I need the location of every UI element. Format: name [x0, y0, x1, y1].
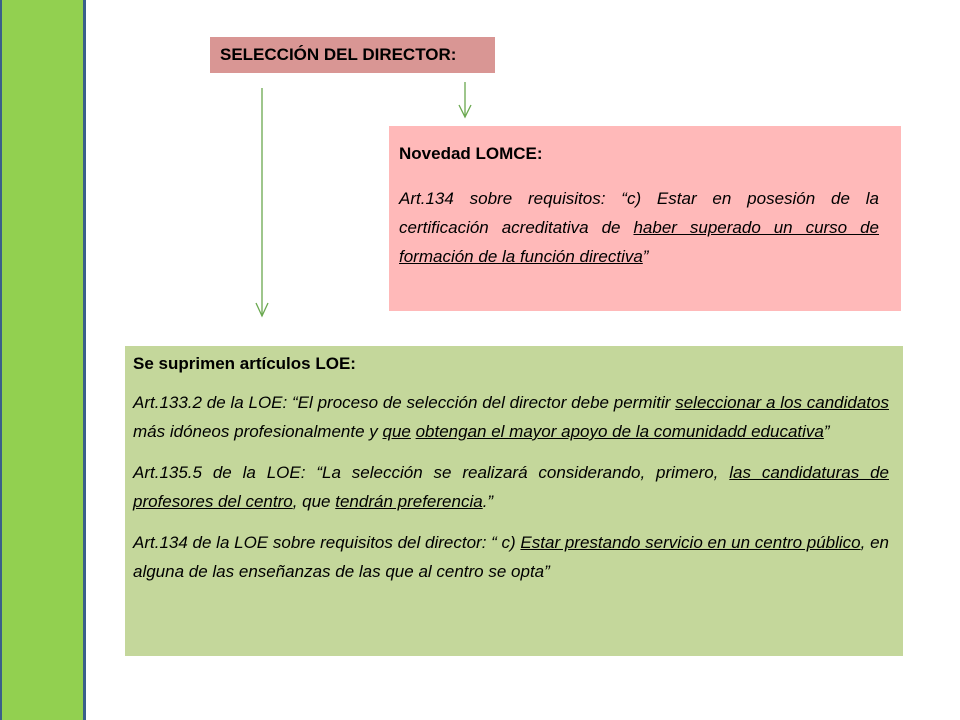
novedad-lomce-box: [389, 126, 901, 311]
art-133-2-paragraph: [133, 388, 889, 446]
p2-text-2: , que: [292, 492, 336, 511]
art-135-5-paragraph: [133, 458, 889, 516]
p2-text: Art.135.5 de la LOE: “La selección se realizará considerando, primero,: [133, 463, 730, 482]
suprimen-heading: Se suprimen artículos LOE:: [133, 354, 356, 373]
novedad-text: [399, 184, 879, 271]
novedad-underlined: haber superado un curso de formación de la función directiva: [399, 218, 879, 266]
novedad-heading: Novedad LOMCE:: [399, 144, 543, 163]
art-134-paragraph: [133, 528, 889, 586]
p3-underlined: Estar prestando servicio en un centro público: [520, 533, 861, 552]
p1-underlined-3: obtengan el mayor apoyo de la comunidadd educativa: [415, 422, 824, 441]
p2-underlined-2: tendrán preferencia: [335, 492, 483, 511]
p2-underlined-1: las candidaturas de profesores del centro: [133, 463, 889, 511]
suprimen-articulos-box: [125, 346, 903, 656]
p2-end: .”: [482, 492, 494, 511]
novedad-text-end: ”: [642, 247, 649, 266]
page-title: SELECCIÓN DEL DIRECTOR:: [220, 45, 457, 64]
novedad-text-part: Art.134 sobre requisitos: “c) Estar en posesión de la certificación acreditativa de: [399, 189, 879, 237]
p1-underlined-2: que: [382, 422, 411, 441]
p1-text-2: más idóneos profesionalmente y: [133, 422, 383, 441]
p3-text: Art.134 de la LOE sobre requisitos del director: “ c): [133, 533, 521, 552]
p1-underlined-1: seleccionar a los candidatos: [675, 393, 889, 412]
p1-end: ”: [823, 422, 830, 441]
p1-text: Art.133.2 de la LOE: “El proceso de selección del director debe permitir: [133, 393, 676, 412]
p3-end: , en alguna de las enseñanzas de las que al centro se opta”: [133, 533, 889, 581]
